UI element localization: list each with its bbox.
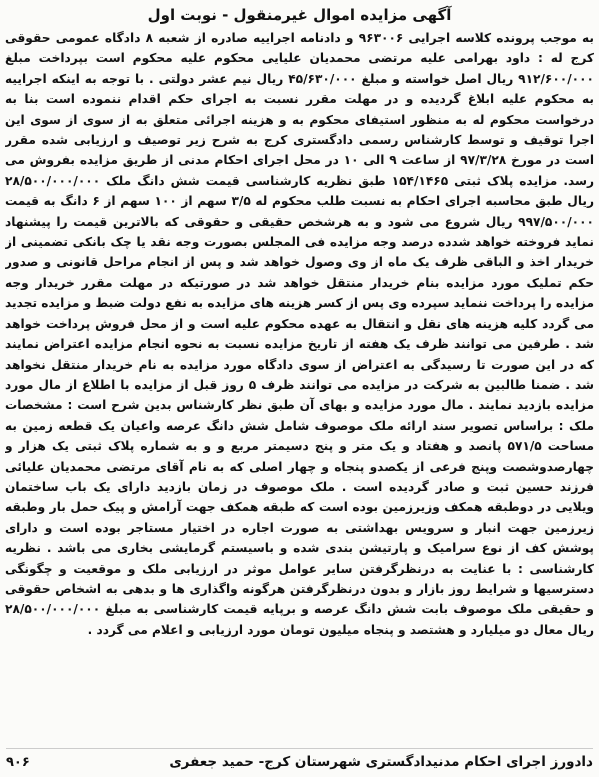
- notice-title: آگهی مزایده اموال غیرمنقول - نوبت اول: [147, 6, 452, 24]
- notice-code: ۹۰۶: [6, 754, 30, 770]
- notice-footer: [6, 748, 593, 773]
- signature-line: دادورز اجرای احکام مدنیدادگستری شهرستان کرج- حمید جعفری: [169, 754, 593, 770]
- notice-body: به موجب پرونده کلاسه اجرایی ۹۶۳۰۰۶ و دادنامه اجراییه صادره از شعبه ۸ دادگاه عمومی حقوقی کرج له : داود بهرامی علیه مرتضی محمدیان علیایی محکوم علیه محکوم است بپرداخت مبلغ ۹۱۲/۶۰۰/۰۰۰ ریال اصل خواسته و مبلغ ۴۵/۶۳۰/۰۰۰ ریال نیم عشر دولتی . با توجه به اینکه اجراییه به محکوم علیه ابلاغ گردیده و در مهلت مقرر نسبت به اجرای حکم اقدام ننموده است بنا به درخواست محکوم له به منظور استیفای محکوم به و هزینه اجرائی متعلق به از سوی از سوی این اجرا توقیف و توسط کارشناس رسمی دادگستری کرج به شرح زیر توصیف و ارزیابی شده مقرر است در مورخ ۹۷/۳/۲۸ از ساعت ۹ الی ۱۰ در محل اجرای احکام مدنی از طریق مزایده بفروش می رسد. مزایده پلاک ثبتی ۱۵۴/۱۴۶۵ طبق نظریه کارشناسی قیمت شش دانگ ملک ۲۸/۵۰۰/۰۰۰/۰۰۰ ریال طبق محاسبه اجرای احکام به نسبت طلب محکوم له ۳/۵ سهم از ۱۰۰ سهم از ۶ دانگ به قیمت ۹۹۷/۵۰۰/۰۰۰ ریال شروع می شود و به هرشخص حقیقی و حقوقی که بالاترین قیمت را پیشنهاد نماید فروخته خواهد شدده درصد وجه مزایده فی المجلس بصورت وجه نقد یا چک بانکی تضمینی از خریدار اخذ و الباقی ظرف یک ماه از وی وصول خواهد شد و پس از انجام مراحل قانونی و صدور حکم تملیک مورد مزایده بنام خریدار منتقل خواهد شد در صورتیکه در مهلت مقرر خریدار وجه مزایده را پرداخت ننماید سپرده وی پس از کسر هزینه های مزایده به نفع دولت ضبط و مزایده تجدید می گردد کلیه هزینه های نقل و انتقال به عهده محکوم علیه است و از محل فروش پرداخت خواهد شد . طرفین می توانند ظرف یک هفته از تاریخ مزایده نسبت به نحوه انجام مزایده اعتراض نمایند که در این صورت تا رسیدگی به اعتراض از سوی دادگاه مورد مزایده به نام خریدار منتقل نخواهد شد . ضمنا طالبین به شرکت در مزایده می توانند ظرف ۵ روز قبل از مزایده با اطلاع از مال مورد مزایده بازدید نمایند . مال مورد مزایده و بهای آن طبق نظر کارشناس بدین شرح است : مشخصات ملک : براساس تصویر سند ارائه ملک موصوف شامل شش دانگ عرصه واعیان یک قطعه زمین به مساحت ۵۷۱/۵ پانصد و هفتاد و یک متر و پنج دسیمتر مربع و و به شماره پلاک ثبتی یک هزار و چهارصدوشصت وپنج فرعی از یکصدو پنجاه و چهار اصلی که به نام آقای مرتضی محمدیان علیائی فرزند حسین ثبت و صادر گردیده است . ملک موصوف در زمان بازدید دارای یک باب ساختمان ویلایی در دوطبقه همکف وزیرزمین بوده است که طبقه همکف جهت آرامش و پیک حمل بار وطبقه زیرزمین جهت انبار و سرویس بهداشتی به صورت اجاره در اختیار مستاجر بوده است و دارای پوشش کف از نوع سرامیک و پارتیشن بندی شده و باسیستم گرمایشی بخاری می باشد . نظریه کارشناسی : با عنایت به درنظرگرفتن سایر عوامل موثر در ارزیابی ملک و موقعیت و چگونگی دسترسیها و شرایط روز بازار و بدون درنظرگرفتن هرگونه واگذاری ها و بدهی به اشخاص حقوقی و حقیقی ملک موصوف بابت شش دانگ عرصه و برپایه قیمت کارشناسی به مبلغ ۲۸/۵۰۰/۰۰۰/۰۰۰ ریال معال دو میلیارد و هشتصد و پنجاه میلیون تومان مورد ارزیابی و اعلام می گردد .: [5, 31, 594, 637]
